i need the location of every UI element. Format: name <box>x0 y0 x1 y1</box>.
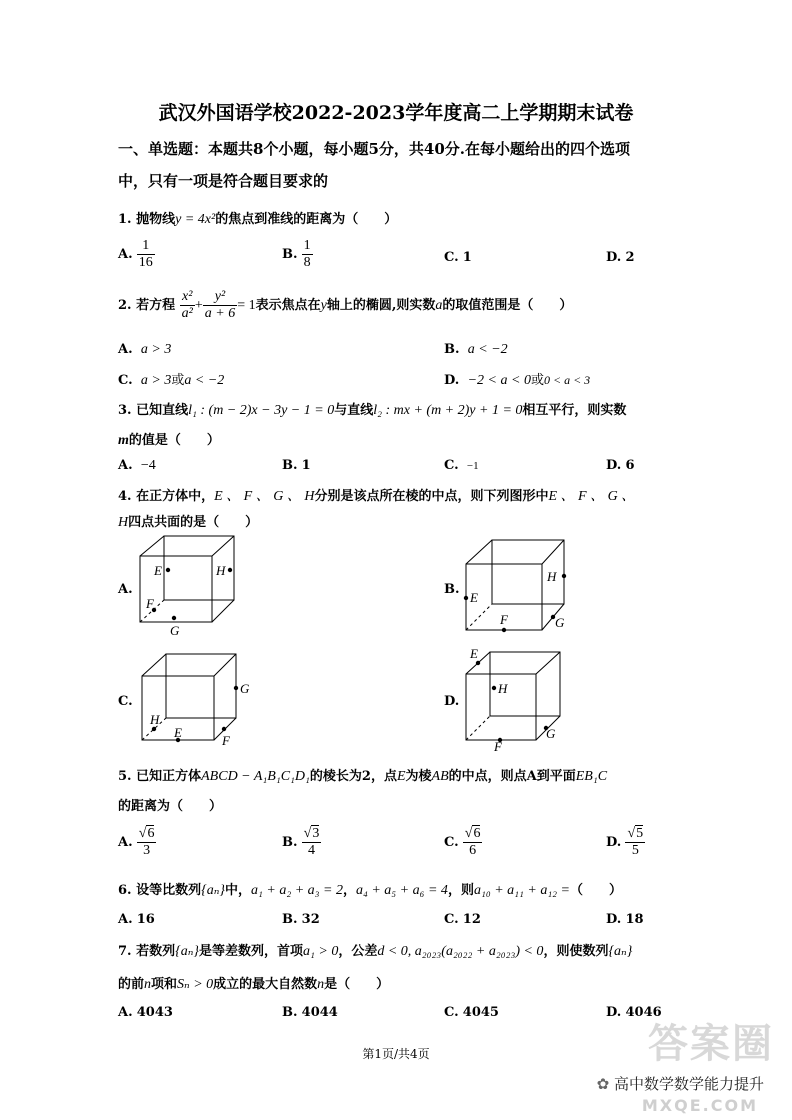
q5-option-c: C. $\frac{√6}{6}$ <box>444 826 481 858</box>
point-g-label: G <box>240 681 250 696</box>
exam-title: 武汉外国语学校2022-2023学年度高二上学期期末试卷 <box>158 102 634 124</box>
q3-option-d: D. 6 <box>606 458 635 473</box>
wechat-icon: ✿ <box>596 1075 610 1093</box>
point-g-label: G <box>546 726 556 741</box>
q1-option-c: C. 1 <box>444 250 472 265</box>
point-e-label: E <box>470 590 478 605</box>
q4-option-c-label: C. <box>118 694 133 709</box>
point-g-label: G <box>170 623 180 638</box>
point-g-label: G <box>555 615 565 630</box>
q3-option-c: C. −1 <box>444 458 479 473</box>
q2-option-a: A. a > 3 <box>118 342 172 357</box>
q4-cube-c <box>136 652 256 752</box>
q1-option-a: A. $\frac{1}{16}$ <box>118 238 153 270</box>
question-1: 1. 抛物线y = 4x²的焦点到准线的距离为（ ） <box>118 212 398 227</box>
q6-option-b: B. 32 <box>282 912 320 927</box>
q2-option-b: B. a < −2 <box>444 342 508 357</box>
question-6: 6. 设等比数列{aₙ}中，a₁ + a₂ + a₃ = 2，a₄ + a₅ + a₆ = 4，则a₁₀ + a₁₁ + a₁₂ =（ ） <box>118 883 623 898</box>
q6-option-c: C. 12 <box>444 912 481 927</box>
question-3-line1: 3. 已知直线l₁ : (m − 2)x − 3y − 1 = 0与直线l₂ : mx + (m + 2)y + 1 = 0相互平行，则实数 <box>118 403 627 418</box>
q4-option-d-label: D. <box>444 694 460 709</box>
point-f-label: F <box>494 739 502 752</box>
q1-option-b: B. $\frac{1}{8}$ <box>282 238 311 270</box>
q6-option-a: A. 16 <box>118 912 155 927</box>
page-footer: 第1页/共4页 <box>362 1047 430 1061</box>
question-7-line1: 7. 若数列{aₙ}是等差数列，首项a₁ > 0，公差d < 0, a₂₀₂₃(a₂₀₂₂ + a₂₀₂₃) < 0，则使数列{aₙ} <box>118 944 633 959</box>
q1-option-d: D. 2 <box>606 250 635 265</box>
point-f-label: F <box>222 733 230 748</box>
point-e-label: E <box>174 725 182 740</box>
q5-option-b: B. $\frac{√3}{4}$ <box>282 826 320 858</box>
point-e-label: E <box>154 563 162 578</box>
question-3-line2: m的值是（ ） <box>118 433 220 448</box>
q4-option-a-label: A. <box>118 582 133 597</box>
q7-option-a: A. 4043 <box>118 1005 173 1020</box>
q6-option-d: D. 18 <box>606 912 644 927</box>
point-f-label: F <box>146 596 154 611</box>
point-h-label: H <box>150 712 160 727</box>
q4-cube-a <box>132 530 252 640</box>
point-f-label: F <box>500 612 508 627</box>
question-4-line1: 4. 在正方体中，E 、 F 、 G 、 H分别是该点所在棱的中点，则下列图形中E 、 F 、 G 、 <box>118 489 636 504</box>
q2-option-d: D. −2 < a < 0或0 < a < 3 <box>444 373 591 388</box>
question-2: 2. 若方程 $\frac{\text{x²}}{\text{a²}}$ + $\frac{\text{y²}}{a + 6}$ = 1表示焦点在y轴上的椭圆,则实数a的取值范围是（ ） <box>118 289 573 321</box>
q7-option-d: D. 4046 <box>606 1005 662 1020</box>
section-heading-line1: 一、单选题：本题共8个小题，每小题5分，共40分.在每小题给出的四个选项 <box>118 140 630 158</box>
question-7-line2: 的前n项和Sₙ > 0成立的最大自然数n是（ ） <box>118 977 390 992</box>
q7-option-b: B. 4044 <box>282 1005 338 1020</box>
q2-option-c: C. a > 3或a < −2 <box>118 373 225 388</box>
watermark-sub: MXQE.COM <box>641 1096 758 1115</box>
question-5-line2: 的距离为（ ） <box>118 799 223 814</box>
point-h-label: H <box>547 569 557 584</box>
q5-option-a: A. $\frac{√6}{3}$ <box>118 826 155 858</box>
q7-option-c: C. 4045 <box>444 1005 499 1020</box>
point-h-label: H <box>216 563 226 578</box>
question-5-line1: 5. 已知正方体ABCD − A₁B₁C₁D₁的棱长为2，点E为棱AB的中点，则点A到平面EB₁C <box>118 769 608 784</box>
q5-option-d: D. $\frac{√5}{5}$ <box>606 826 644 858</box>
watermark-logo: 答案圈 <box>648 1021 774 1067</box>
point-h-label: H <box>498 681 508 696</box>
q3-option-a: A. −4 <box>118 458 156 473</box>
watermark-text: ✿ 高中数学数学能力提升 <box>596 1075 764 1093</box>
section-heading-line2: 中，只有一项是符合题目要求的 <box>118 172 329 190</box>
point-e-label: E <box>470 646 478 661</box>
question-4-line2: H四点共面的是（ ） <box>118 515 259 530</box>
q4-option-b-label: B. <box>444 582 460 597</box>
q4-cube-d <box>458 644 578 752</box>
q4-cube-b <box>458 536 578 636</box>
q3-option-b: B. 1 <box>282 458 311 473</box>
